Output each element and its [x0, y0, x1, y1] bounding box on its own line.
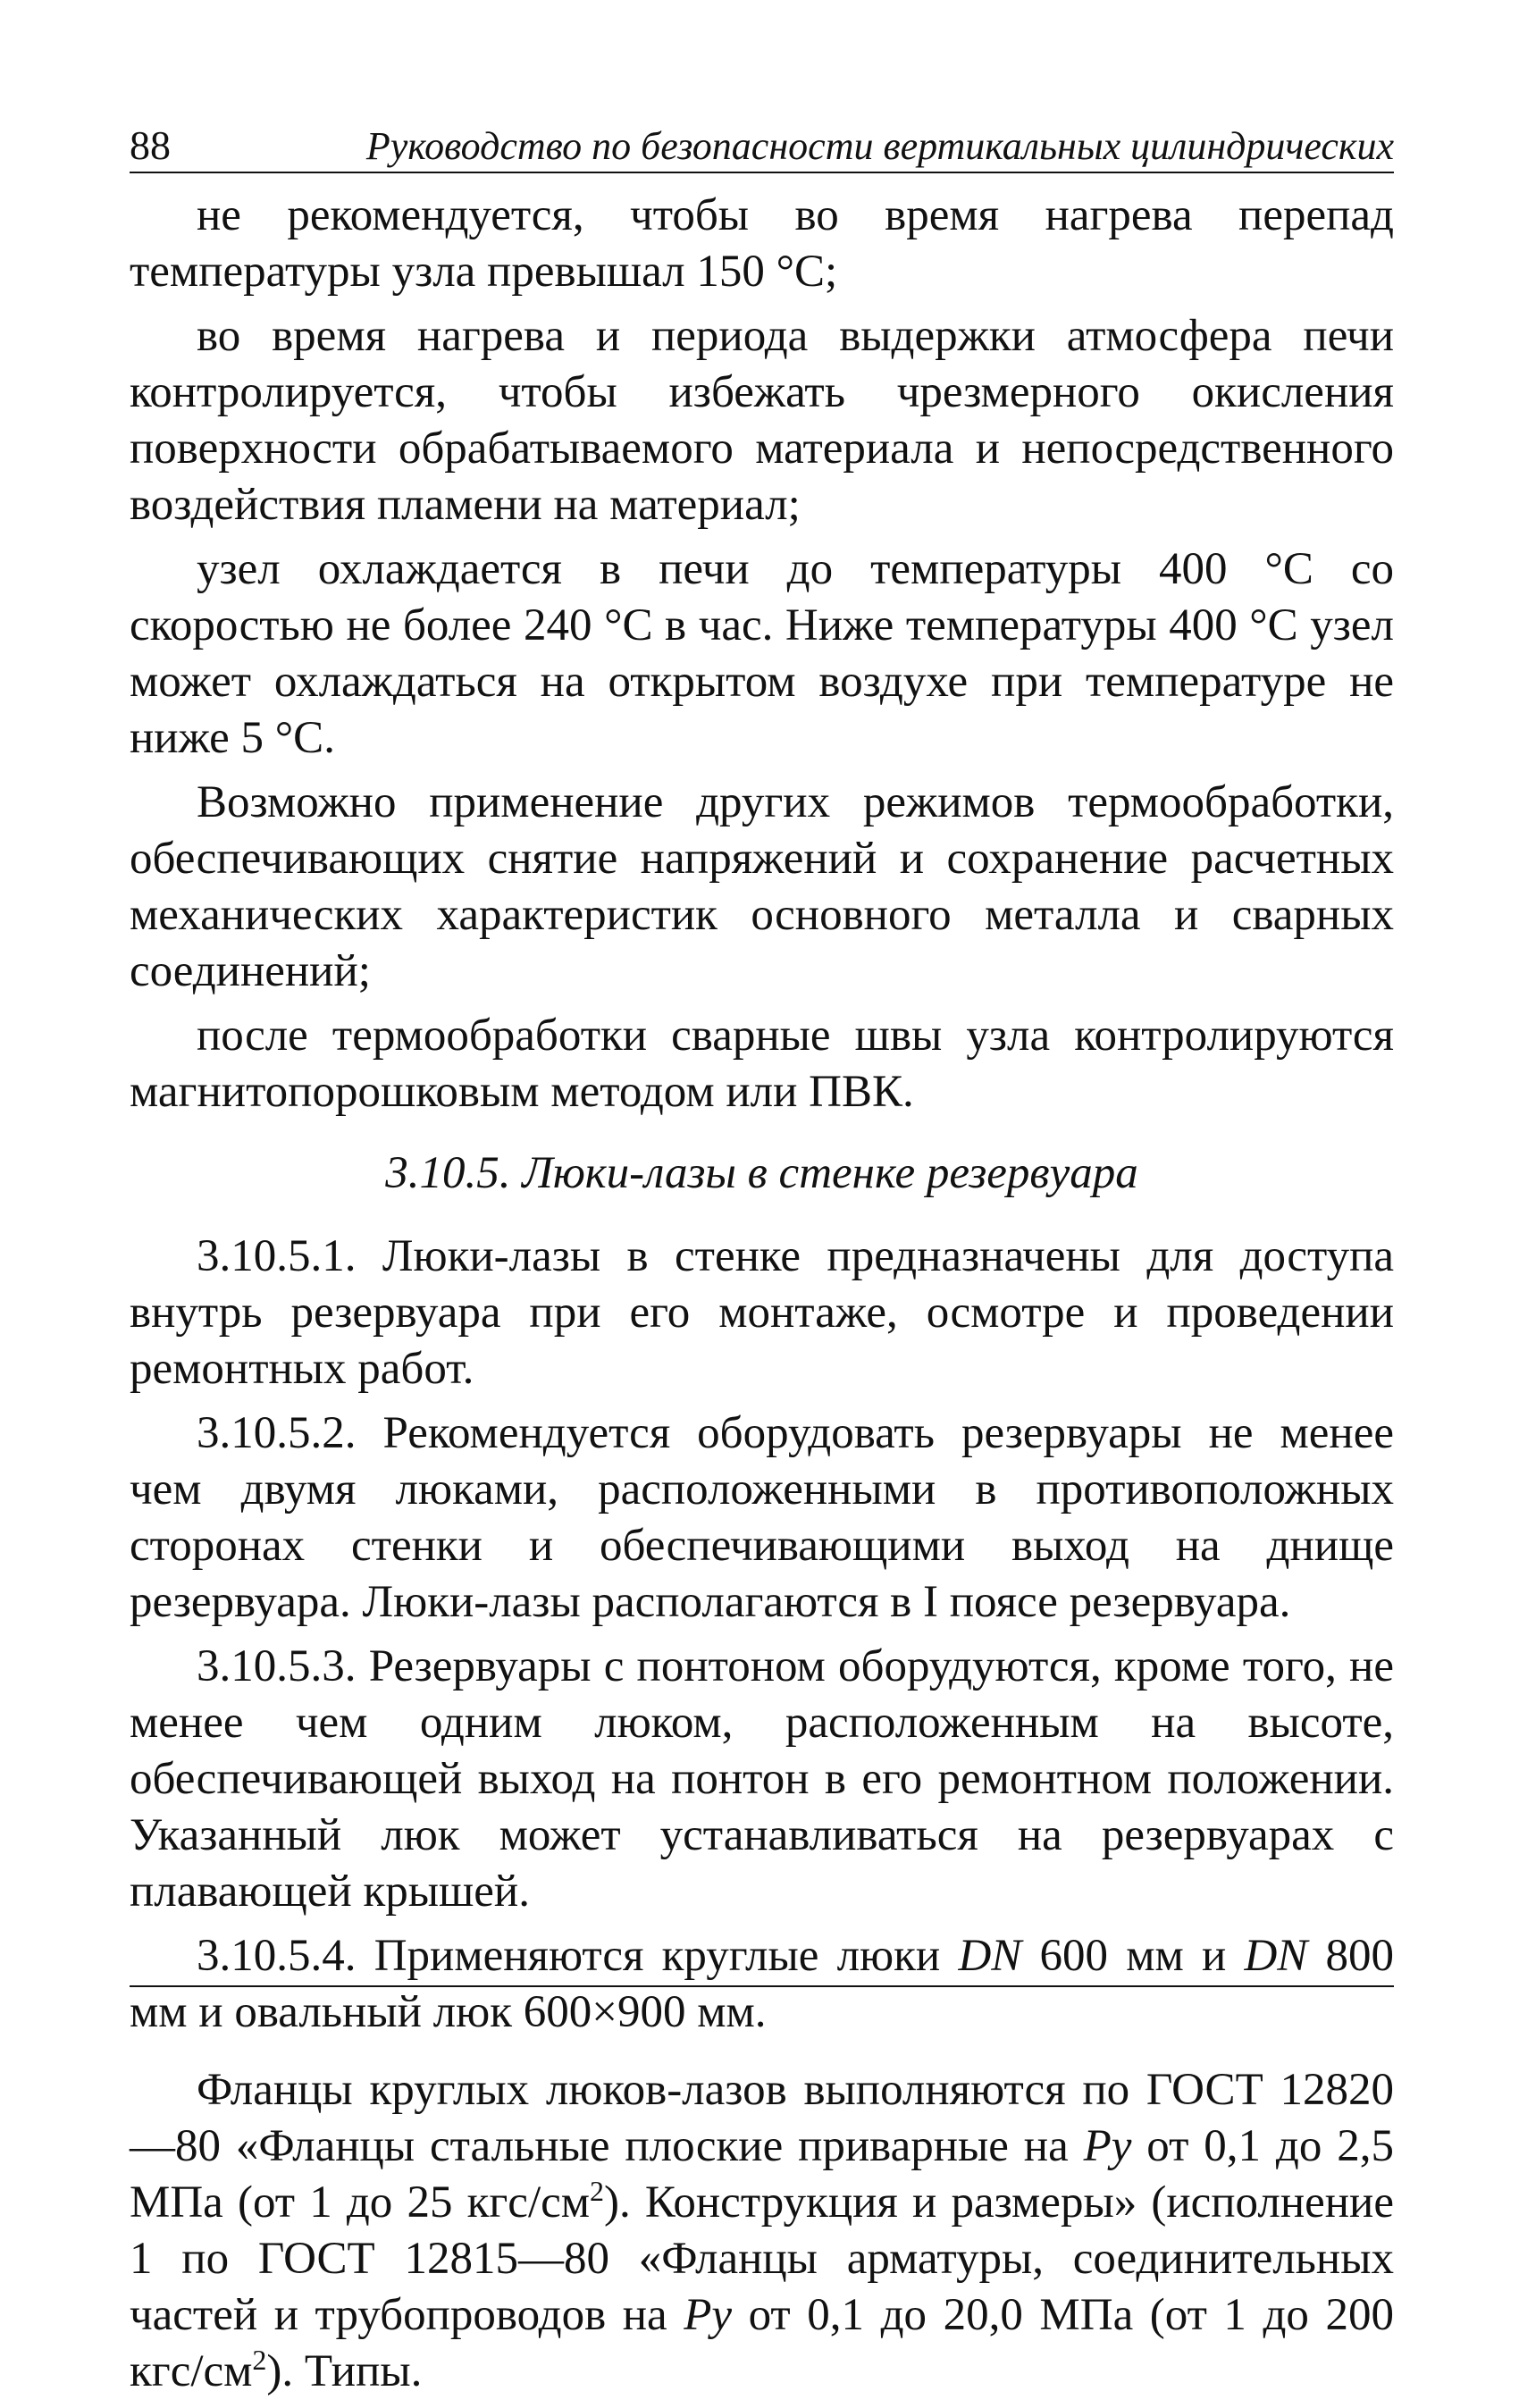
flanges-text-c: ). Конструкция и размеры» (исполнение 1 по ГОСТ 12815—80 «Фланцы арматуры, соединительных частей и трубопроводов на [130, 2177, 1394, 2340]
paragraph-other-modes: Возможно применение других режимов термообработки, обеспечивающих снятие напряжений и сохранение расчетных механических характеристик основного металла и сварных соединений; [130, 777, 1394, 996]
clause-4-text-a: 3.10.5.4. Применяются круглые люки [197, 1931, 959, 1981]
flanges-text-b: от 0,1 до 2,5 МПа (от 1 до 25 кгс/см [130, 2121, 1394, 2228]
footer-rule [130, 1985, 1394, 1987]
clause-3-10-5-2: 3.10.5.2. Рекомендуется оборудовать резервуары не менее чем двумя люками, расположенными в противоположных сторонах стенки и обеспечивающими выход на днище резервуара. Люки-лазы располагаются в I поясе резервуара. [130, 1408, 1394, 1627]
page-number: 88 [130, 122, 171, 168]
clause-4-text-c: 800 мм и овальный люк 600×900 мм. [130, 1931, 1395, 2037]
dn-symbol: DN [958, 1931, 1022, 1981]
superscript: 2 [252, 2344, 267, 2376]
flanges-text-e: ). Типы. [266, 2346, 423, 2396]
paragraph-weld-inspection: после термообработки сварные швы узла контролируются магнитопорошковым методом или ПВК. [130, 1011, 1394, 1117]
paragraph-flanges [130, 2062, 1394, 2400]
clause-3-10-5-1: 3.10.5.1. Люки-лазы в стенке предназначены для доступа внутрь резервуара при его монтаже, осмотре и проведении ремонтных работ. [130, 1231, 1394, 1394]
body-text [130, 188, 1394, 2408]
dn-symbol: DN [1244, 1931, 1308, 1981]
paragraph-furnace-atmosphere: во время нагрева и периода выдержки атмосфера печи контролируется, чтобы избежать чрезмерного окисления поверхности обрабатываемого материала и непосредственного воздействия пламени на материал; [130, 311, 1394, 530]
paragraph-cooling: узел охлаждается в печи до температуры 400 °С со скоростью не более 240 °С в час. Ниже температуры 400 °С узел может охлаждаться на открытом воздухе при температуре не ниже 5 °С. [130, 544, 1394, 763]
section-heading: 3.10.5. Люки-лазы в стенке резервуара [385, 1148, 1138, 1198]
paragraph-temperature-difference: не рекомендуется, чтобы во время нагрева перепад температуры узла превышал 150 °С; [130, 190, 1394, 297]
page-header [130, 114, 1394, 173]
superscript: 2 [590, 2175, 605, 2207]
clause-3-10-5-4 [130, 1928, 1394, 2041]
clause-3-10-5-3: 3.10.5.3. Резервуары с понтоном оборудуются, кроме того, не менее чем одним люком, расположенным на высоте, обеспечивающей выход на понтон в его ремонтном положении. Указанный люк может устанавливаться на резервуарах с плавающей крышей. [130, 1641, 1394, 1917]
running-title: Руководство по безопасности вертикальных цилиндрических [365, 124, 1394, 168]
flanges-text-d: от 0,1 до 20,0 МПа (от 1 до 200 кгс/см [130, 2290, 1394, 2396]
py-symbol: Ру [684, 2290, 733, 2340]
clause-4-text-b: 600 мм и [1021, 1931, 1245, 1981]
flanges-text-a: Фланцы круглых люков-лазов выполняются по ГОСТ 12820—80 «Фланцы стальные плоские приварные на [130, 2065, 1394, 2171]
py-symbol: Ру [1083, 2121, 1132, 2171]
